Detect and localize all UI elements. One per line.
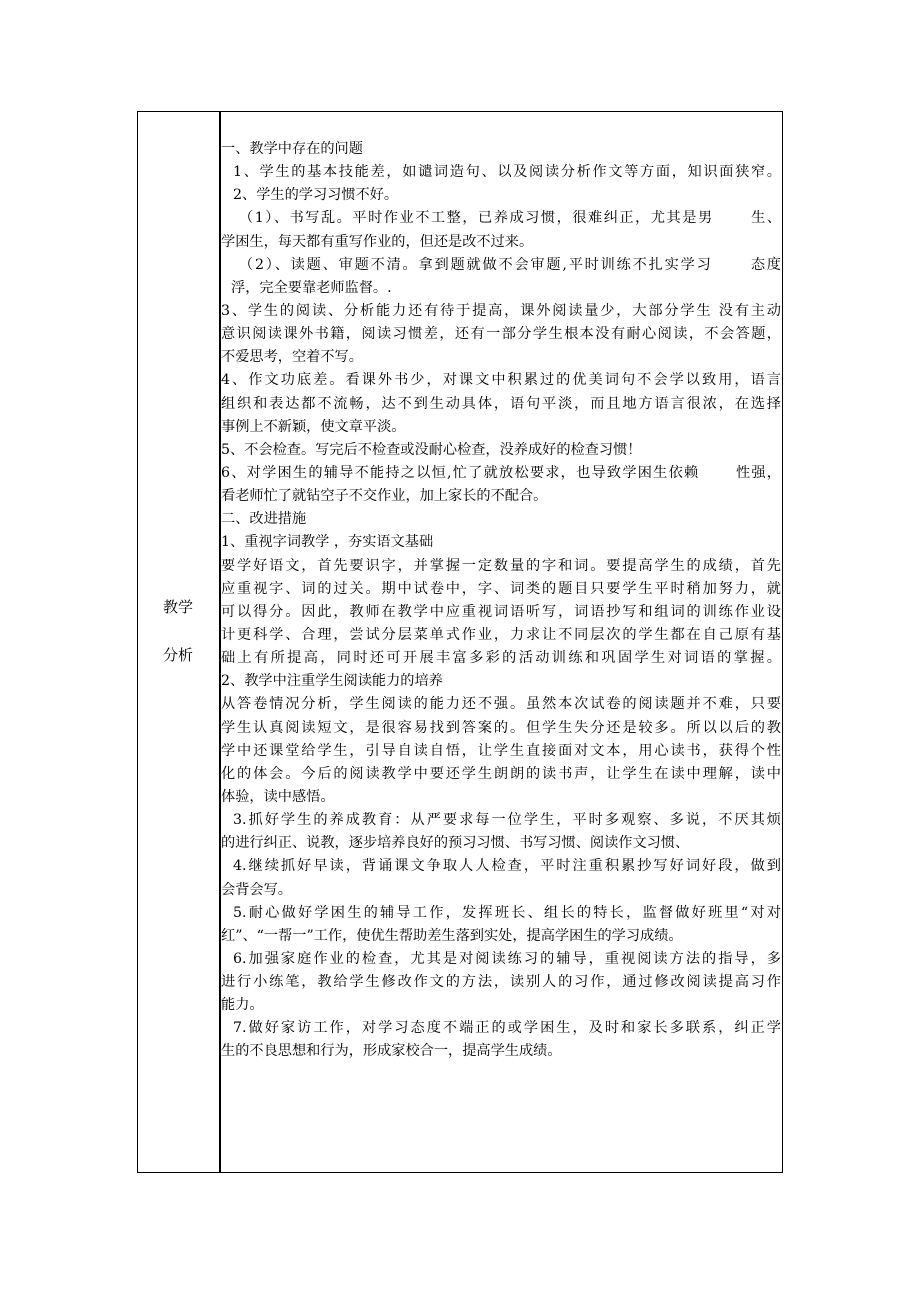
text-line: 红”、“一帮一”工作，使优生帮助差生落到实处，提高学困生的学习成绩。 bbox=[221, 927, 683, 944]
text-line: 进行小练笔，教给学生修改作文的方法，读别人的习作，通过修改阅读提高习作 bbox=[221, 974, 781, 991]
text-line: 不爱思考，空着不写。 bbox=[221, 349, 363, 366]
text-line: 组织和表达都不流畅，达不到生动具体，语句平淡，而且地方语言很浓，在选择 bbox=[221, 395, 781, 412]
text-line: 可以得分。因此，教师在教学中应重视词语听写，词语抄写和组词的训练作业设 bbox=[221, 603, 781, 620]
text-line: 6、对学困生的辅导不能持之以恒,忙了就放松要求，也导致学困生依赖 性强， bbox=[221, 464, 781, 481]
text-line: 7.做好家访工作，对学习态度不端正的或学困生，及时和家长多联系，纠正学 bbox=[233, 1020, 781, 1037]
text-line: 应重视字、词的过关。期中试卷中，字、词类的题目只要学生平时稍加努力，就 bbox=[221, 580, 781, 597]
text-line: 从答卷情况分析，学生阅读的能力还不强。虽然本次试卷的阅读题并不难，只要 bbox=[221, 696, 781, 713]
text-line: 5、不会检查。写完后不检查或没耐心检查，没养成好的检查习惯！ bbox=[221, 441, 642, 458]
text-line: 体验，读中感悟。 bbox=[221, 788, 335, 805]
text-line: 生的不良思想和行为，形成家校合一，提高学生成绩。 bbox=[221, 1043, 562, 1060]
text-line: 础上有所提高，同时还可开展丰富多彩的活动训练和巩固学生对词语的掌握。 bbox=[221, 650, 781, 667]
text-line: 二、改进措施 bbox=[221, 511, 307, 528]
text-line: 学困生，每天都有重写作业的，但还是改不过来。 bbox=[221, 233, 534, 250]
text-line: 5.耐心做好学困生的辅导工作，发挥班长、组长的特长，监督做好班里“对对 bbox=[233, 904, 781, 921]
text-line: （1）、书写乱。平时作业不工整，已养成习惯，很难纠正，尤其是男 生、 bbox=[239, 210, 781, 227]
text-line: 2、教学中注重学生阅读能力的培养 bbox=[221, 673, 443, 690]
text-line: 事例上不新颖，使文章平淡。 bbox=[221, 418, 406, 435]
row-label-line1: 教学 bbox=[162, 598, 193, 616]
text-line: 会背会写。 bbox=[221, 881, 292, 898]
text-line: 学中还课堂给学生，引导自读自悟，让学生直接面对文本，用心读书，获得个性 bbox=[221, 742, 781, 759]
text-line: 6.加强家庭作业的检查，尤其是对阅读练习的辅导，重视阅读方法的指导，多 bbox=[233, 950, 781, 967]
text-line: 2、学生的学习习惯不好。 bbox=[233, 187, 399, 204]
text-line: 意识阅读课外书籍，阅读习惯差，还有一部分学生根本没有耐心阅读，不会答题， bbox=[221, 326, 781, 343]
text-line: 要学好语文，首先要识字，并掌握一定数量的字和词。要提高学生的成绩，首先 bbox=[221, 557, 781, 574]
text-line: 3、学生的阅读、分析能力还有待于提高，课外阅读量少，大部分学生 没有主动 bbox=[221, 302, 781, 319]
text-line: 浮，完全要靠老师监督。. bbox=[231, 279, 392, 296]
text-line: 化的体会。今后的阅读教学中要还学生朗朗的读书声，让学生在读中理解，读中 bbox=[221, 765, 781, 782]
text-line: 学生认真阅读短文，是很容易找到答案的。但学生失分还是较多。所以以后的教 bbox=[221, 719, 781, 736]
text-line: 3.抓好学生的养成教育：从严要求每一位学生，平时多观察、多说，不厌其烦 bbox=[233, 812, 781, 829]
text-line: （2）、读题、审题不清。拿到题就做不会审题,平时训练不扎实学习 态度 bbox=[239, 256, 781, 273]
text-line: 一、教学中存在的问题 bbox=[221, 141, 363, 157]
text-line: 的进行纠正、说教，逐步培养良好的预习习惯、书写习惯、阅读作文习惯、 bbox=[221, 835, 690, 852]
text-line: 能力。 bbox=[221, 997, 264, 1014]
analysis-content bbox=[221, 138, 781, 1064]
text-line: 1、重视字词教学 ，夯实语文基础 bbox=[221, 534, 434, 551]
text-line: 4、作文功底差。看课外书少，对课文中积累过的优美词句不会学以致用，语言 bbox=[221, 372, 781, 389]
text-line: 1、学生的基本技能差，如谴词造句、以及阅读分析作文等方面，知识面狭窄。 bbox=[233, 164, 781, 181]
row-label-line2: 分析 bbox=[162, 646, 193, 664]
text-line: 4.继续抓好早读，背诵课文争取人人检查，平时注重积累抄写好词好段，做到 bbox=[233, 858, 781, 875]
text-line: 计更科学、合理，尝试分层菜单式作业，力求让不同层次的学生都在自己原有基 bbox=[221, 626, 781, 643]
text-line: 看老师忙了就钻空子不交作业，加上家长的不配合。 bbox=[221, 488, 548, 505]
